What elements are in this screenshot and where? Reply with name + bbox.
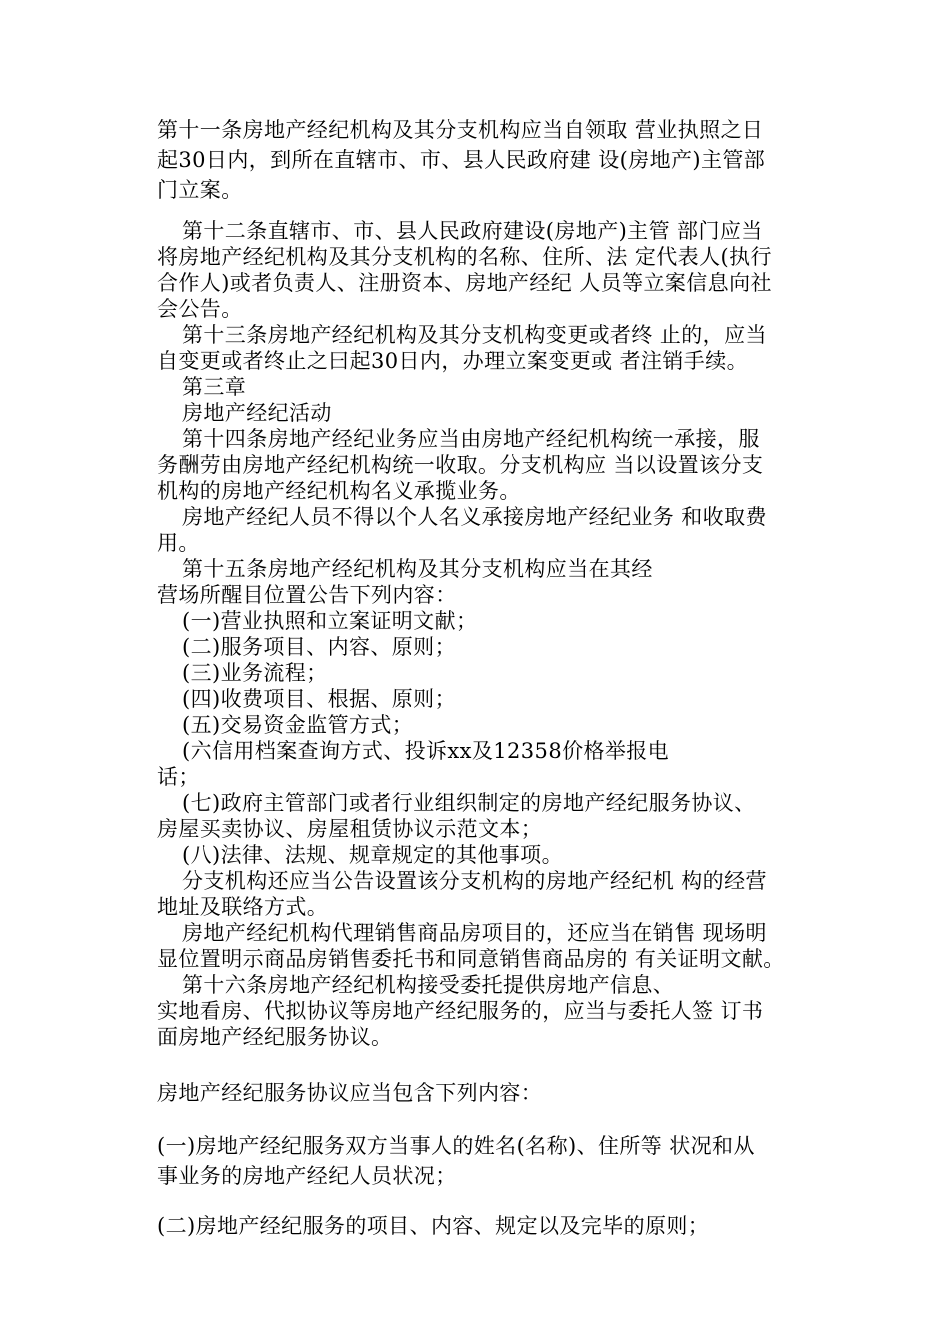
text-line: 第十六条房地产经纪机构接受委托提供房地产信息、 — [182, 973, 675, 997]
text-line: 第十四条房地产经纪业务应当由房地产经纪机构统一承接，服 — [182, 427, 760, 451]
text-line: 自变更或者终止之曰起30日内，办理立案变更或 者注销手续。 — [157, 349, 748, 373]
text-line: 分支机构还应当公告设置该分支机构的房地产经纪机 构的经营 — [182, 869, 767, 893]
list-item: (二)服务项目、内容、原则； — [182, 635, 456, 659]
list-item: (一)营业执照和立案证明文献； — [182, 609, 478, 633]
list-item: (八)法律、法规、规章规定的其他事项。 — [182, 843, 563, 867]
text-line: 将房地产经纪机构及其分支机构的名称、住所、法 定代表人(执行 — [157, 245, 772, 269]
text-line: 第十二条直辖市、市、县人民政府建设(房地产)主管 部门应当 — [182, 219, 763, 243]
text-line: 用。 — [157, 531, 200, 555]
text-line: 合作人)或者负责人、注册资本、房地产经纪 人员等立案信息向社 — [157, 271, 772, 295]
list-item: (六信用档案查询方式、投诉xx及12358价格举报电 — [182, 739, 670, 763]
text-line: 门立案。 — [157, 178, 243, 202]
list-item: (七)政府主管部门或者行业组织制定的房地产经纪服务协议、 — [182, 791, 756, 815]
text-line: 房地产经纪人员不得以个人名义承接房地产经纪业务 和收取费 — [182, 505, 767, 529]
chapter-subtitle: 房地产经纪活动 — [182, 401, 332, 425]
list-item: (三)业务流程； — [182, 661, 328, 685]
text-line: (一)房地产经纪服务双方当事人的姓名(名称)、住所等 状况和从 — [157, 1134, 755, 1158]
text-line: 显位置明示商品房销售委托书和同意销售商品房的 有关证明文献。 — [157, 947, 785, 971]
text-line: 营场所醒目位置公告下列内容： — [157, 583, 457, 607]
list-item: (四)收费项目、根据、原则； — [182, 687, 456, 711]
text-line: 房地产经纪服务协议应当包含下列内容： — [157, 1081, 543, 1105]
text-line: 房地产经纪机构代理销售商品房项目的，还应当在销售 现场明 — [182, 921, 767, 945]
text-line: 面房地产经纪服务协议。 — [157, 1025, 393, 1049]
text-line: 第十五条房地产经纪机构及其分支机构应当在其经 — [182, 557, 653, 581]
text-line: 房屋买卖协议、房屋租赁协议示范文本； — [157, 817, 543, 841]
text-line: (二)房地产经纪服务的项目、内容、规定以及完毕的原则； — [157, 1214, 710, 1238]
text-line: 第十三条房地产经纪机构及其分支机构变更或者终 止的，应当 — [182, 323, 767, 347]
text-line: 地址及联络方式。 — [157, 895, 329, 919]
text-line: 事业务的房地产经纪人员状况； — [157, 1164, 457, 1188]
text-line: 第十一条房地产经纪机构及其分支机构应当自领取 营业执照之日 — [157, 118, 764, 142]
text-line: 起30日内，到所在直辖市、市、县人民政府建 设(房地产)主管部 — [157, 148, 766, 172]
text-line: 会公告。 — [157, 297, 243, 321]
chapter-title: 第三章 — [182, 375, 247, 399]
text-line: 话； — [157, 765, 200, 789]
text-line: 机构的房地产经纪机构名义承揽业务。 — [157, 479, 521, 503]
list-item: (五)交易资金监管方式； — [182, 713, 414, 737]
text-line: 务酬劳由房地产经纪机构统一收取。分支机构应 当以设置该分支 — [157, 453, 764, 477]
text-line: 实地看房、代拟协议等房地产经纪服务的，应当与委托人签 订书 — [157, 999, 764, 1023]
